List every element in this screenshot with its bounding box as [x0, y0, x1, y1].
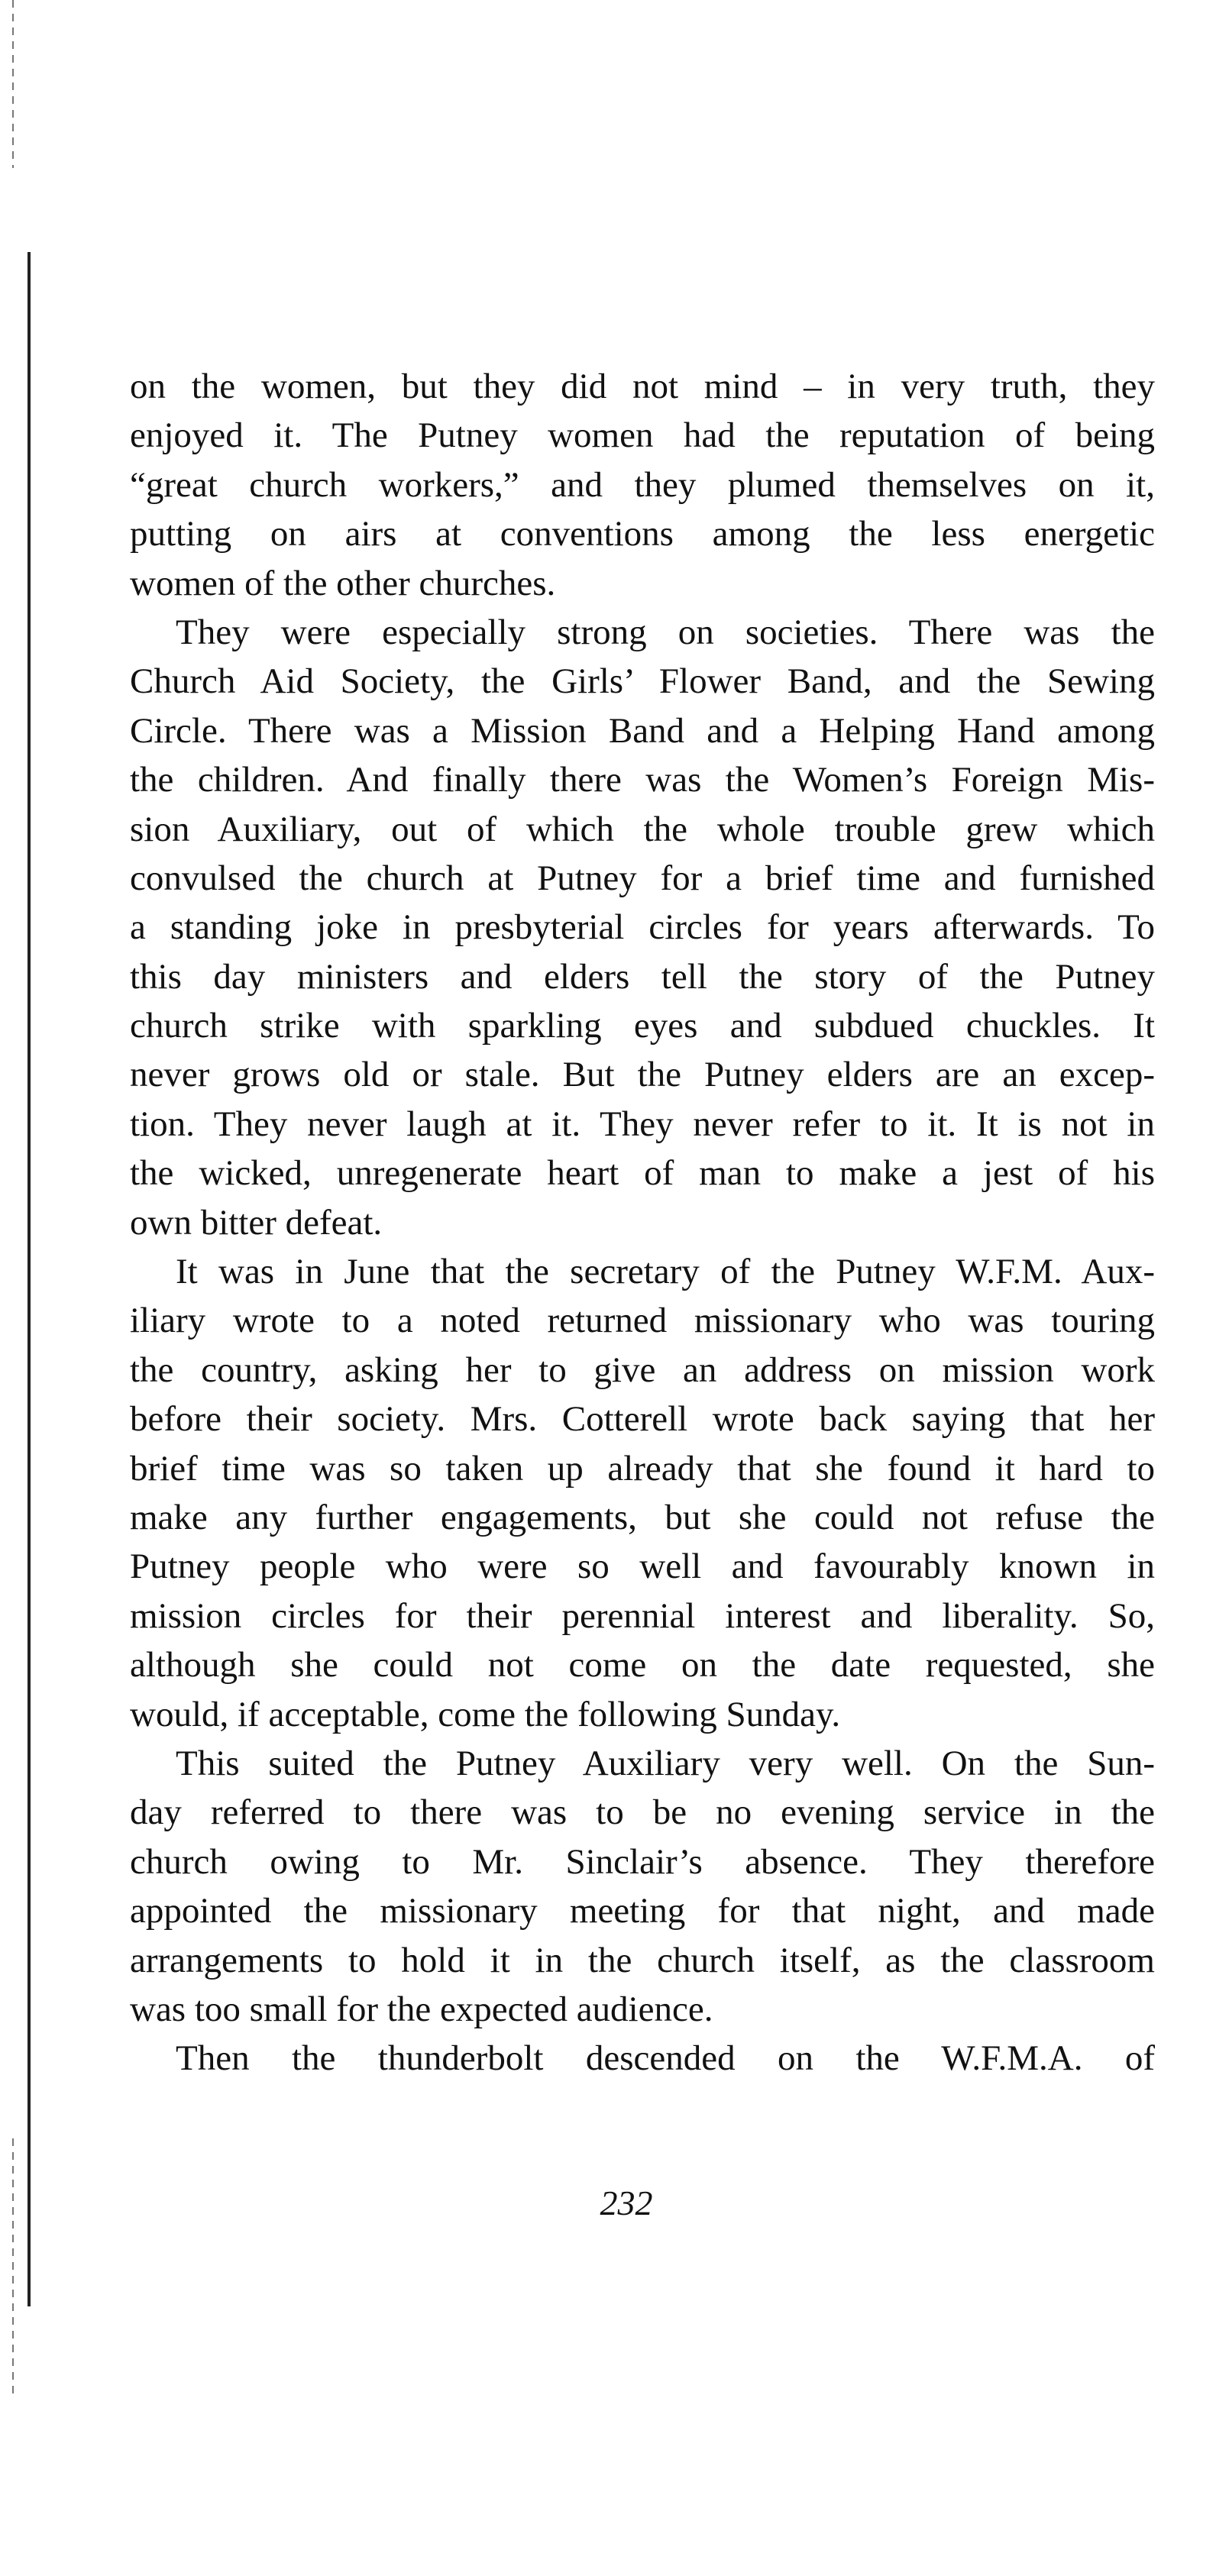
text-line: Church Aid Society, the Girls’ Flower Band, and the Sewing: [130, 661, 1155, 702]
text-line: This suited the Putney Auxiliary very well. On the Sun-: [176, 1743, 1155, 1783]
text-line: the children. And finally there was the Women’s Foreign Mis-: [130, 760, 1155, 800]
paragraph: [130, 362, 1155, 608]
text-line: appointed the missionary meeting for that night, and made: [130, 1891, 1155, 1931]
scan-edge-line-top: [12, 0, 14, 168]
text-line: convulsed the church at Putney for a brief time and furnished: [130, 858, 1155, 898]
text-line: never grows old or stale. But the Putney elders are an excep-: [130, 1055, 1155, 1095]
text-line: It was in June that the secretary of the Putney W.F.M. Aux-: [176, 1252, 1155, 1292]
text-line: on the women, but they did not mind – in very truth, they: [130, 367, 1155, 406]
text-line: make any further engagements, but she could not refuse the: [130, 1497, 1155, 1537]
text-line: Then the thunderbolt descended on the W.F.M.A. of: [176, 2038, 1155, 2079]
text-line: mission circles for their perennial interest and liberality. So,: [130, 1595, 1155, 1636]
text-line: women of the other churches.: [130, 563, 556, 603]
paragraph: [130, 1739, 1155, 2034]
paragraph: [130, 608, 1155, 1247]
scan-edge-line: [27, 252, 31, 2306]
text-line: arrangements to hold it in the church itself, as the classroom: [130, 1940, 1155, 1980]
page-number: 232: [600, 2183, 653, 2222]
text-line: a standing joke in presbyterial circles for years afterwards. To: [130, 907, 1155, 948]
paragraph: [130, 1247, 1155, 1739]
text-line: own bitter defeat.: [130, 1202, 383, 1243]
scan-edge-line-bottom: [12, 2138, 14, 2398]
text-line: day referred to there was to be no evening service in the: [130, 1792, 1155, 1833]
text-line: the wicked, unregenerate heart of man to make a jest of his: [130, 1153, 1155, 1194]
text-line: this day ministers and elders tell the story of the Putney: [130, 956, 1155, 997]
text-line: iliary wrote to a noted returned missionary who was touring: [130, 1301, 1155, 1341]
text-line: “great church workers,” and they plumed themselves on it,: [130, 464, 1155, 505]
text-line: tion. They never laugh at it. They never refer to it. It is not in: [130, 1104, 1155, 1144]
text-line: church strike with sparkling eyes and subdued chuckles. It: [130, 1006, 1155, 1046]
page-body-text: [130, 362, 1155, 2083]
text-line: Putney people who were so well and favourably known in: [130, 1547, 1155, 1587]
text-line: was too small for the expected audience.: [130, 1989, 713, 2029]
text-line: church owing to Mr. Sinclair’s absence. They therefore: [130, 1841, 1155, 1882]
text-line: before their society. Mrs. Cotterell wrote back saying that her: [130, 1399, 1155, 1440]
text-line: Circle. There was a Mission Band and a Helping Hand among: [130, 710, 1155, 751]
text-line: They were especially strong on societies. There was the: [176, 612, 1155, 652]
text-line: enjoyed it. The Putney women had the reputation of being: [130, 415, 1155, 456]
text-line: would, if acceptable, come the following Sunday.: [130, 1694, 841, 1734]
text-line: putting on airs at conventions among the less energetic: [130, 514, 1155, 554]
text-line: sion Auxiliary, out of which the whole trouble grew which: [130, 809, 1155, 849]
text-line: although she could not come on the date requested, she: [130, 1645, 1155, 1686]
paragraph: [130, 2034, 1155, 2083]
text-line: brief time was so taken up already that she found it hard to: [130, 1448, 1155, 1488]
text-line: the country, asking her to give an address on mission work: [130, 1349, 1155, 1390]
